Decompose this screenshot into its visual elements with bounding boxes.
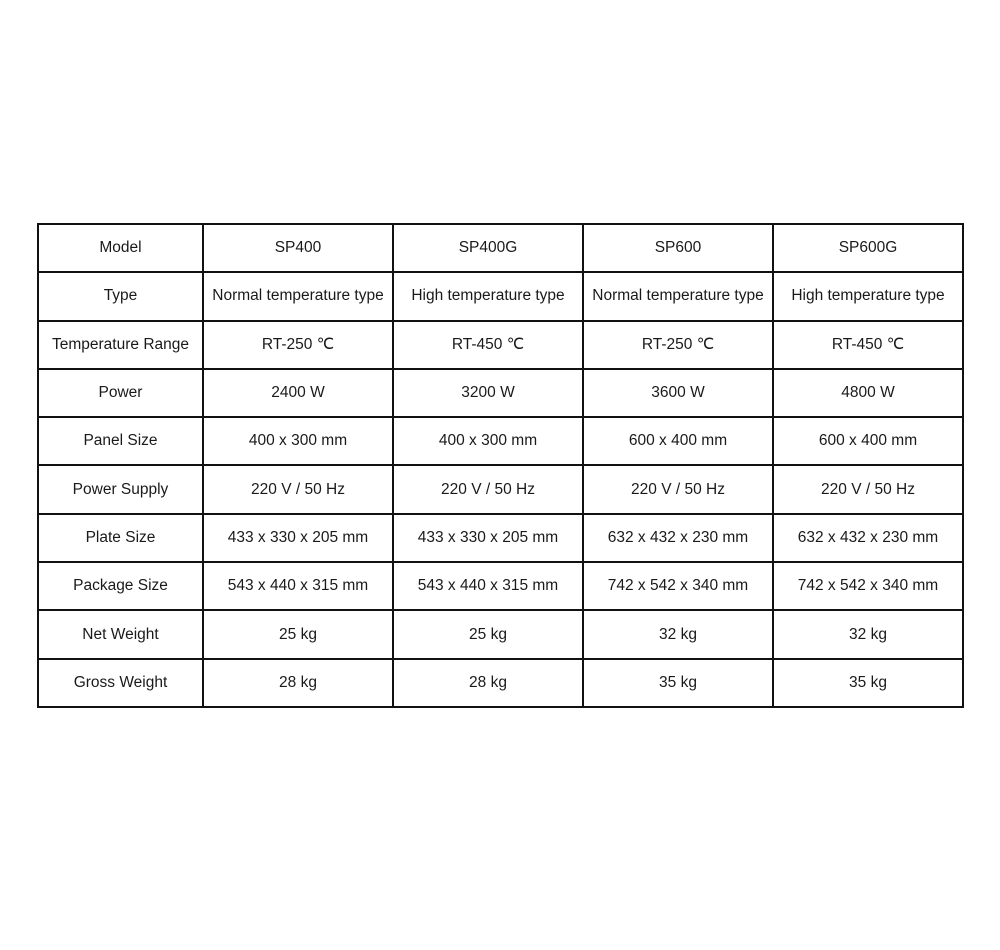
table-cell: 25 kg xyxy=(203,610,393,658)
table-cell: SP400 xyxy=(203,224,393,272)
spec-table xyxy=(37,223,964,708)
table-cell: 220 V / 50 Hz xyxy=(393,465,583,513)
table-cell: 742 x 542 x 340 mm xyxy=(583,562,773,610)
table-cell: High temperature type xyxy=(773,272,963,320)
table-row-panel-size xyxy=(38,417,963,465)
table-cell: SP600 xyxy=(583,224,773,272)
table-cell: 632 x 432 x 230 mm xyxy=(583,514,773,562)
table-row-plate-size xyxy=(38,514,963,562)
table-cell: 600 x 400 mm xyxy=(773,417,963,465)
table-cell: 400 x 300 mm xyxy=(393,417,583,465)
table-cell: 4800 W xyxy=(773,369,963,417)
table-cell: RT-250 ℃ xyxy=(203,321,393,369)
table-row-gross-weight xyxy=(38,659,963,707)
table-cell: 220 V / 50 Hz xyxy=(773,465,963,513)
table-row-model xyxy=(38,224,963,272)
table-cell: 220 V / 50 Hz xyxy=(583,465,773,513)
table-cell: 742 x 542 x 340 mm xyxy=(773,562,963,610)
table-row-package-size xyxy=(38,562,963,610)
table-cell: 543 x 440 x 315 mm xyxy=(393,562,583,610)
table-cell: 433 x 330 x 205 mm xyxy=(203,514,393,562)
row-label: Power Supply xyxy=(38,465,203,513)
table-cell: 3200 W xyxy=(393,369,583,417)
table-cell: 433 x 330 x 205 mm xyxy=(393,514,583,562)
table-cell: SP600G xyxy=(773,224,963,272)
table-cell: 400 x 300 mm xyxy=(203,417,393,465)
table-cell: 25 kg xyxy=(393,610,583,658)
table-row-power xyxy=(38,369,963,417)
row-label: Model xyxy=(38,224,203,272)
row-label: Gross Weight xyxy=(38,659,203,707)
row-label: Package Size xyxy=(38,562,203,610)
table-cell: RT-450 ℃ xyxy=(773,321,963,369)
table-cell: SP400G xyxy=(393,224,583,272)
table-cell: 35 kg xyxy=(583,659,773,707)
table-row-power-supply xyxy=(38,465,963,513)
spec-table-body xyxy=(38,224,963,707)
table-cell: 220 V / 50 Hz xyxy=(203,465,393,513)
table-cell: RT-250 ℃ xyxy=(583,321,773,369)
row-label: Panel Size xyxy=(38,417,203,465)
table-cell: 3600 W xyxy=(583,369,773,417)
table-cell: 543 x 440 x 315 mm xyxy=(203,562,393,610)
table-cell: 32 kg xyxy=(773,610,963,658)
row-label: Plate Size xyxy=(38,514,203,562)
table-row-temperature-range xyxy=(38,321,963,369)
row-label: Power xyxy=(38,369,203,417)
table-cell: 28 kg xyxy=(203,659,393,707)
table-row-type xyxy=(38,272,963,320)
table-cell: Normal temperature type xyxy=(583,272,773,320)
table-cell: High temperature type xyxy=(393,272,583,320)
table-cell: 32 kg xyxy=(583,610,773,658)
row-label: Temperature Range xyxy=(38,321,203,369)
table-cell: 2400 W xyxy=(203,369,393,417)
table-cell: 600 x 400 mm xyxy=(583,417,773,465)
row-label: Type xyxy=(38,272,203,320)
table-cell: 632 x 432 x 230 mm xyxy=(773,514,963,562)
table-cell: RT-450 ℃ xyxy=(393,321,583,369)
table-cell: 35 kg xyxy=(773,659,963,707)
row-label: Net Weight xyxy=(38,610,203,658)
table-cell: Normal temperature type xyxy=(203,272,393,320)
table-row-net-weight xyxy=(38,610,963,658)
table-cell: 28 kg xyxy=(393,659,583,707)
